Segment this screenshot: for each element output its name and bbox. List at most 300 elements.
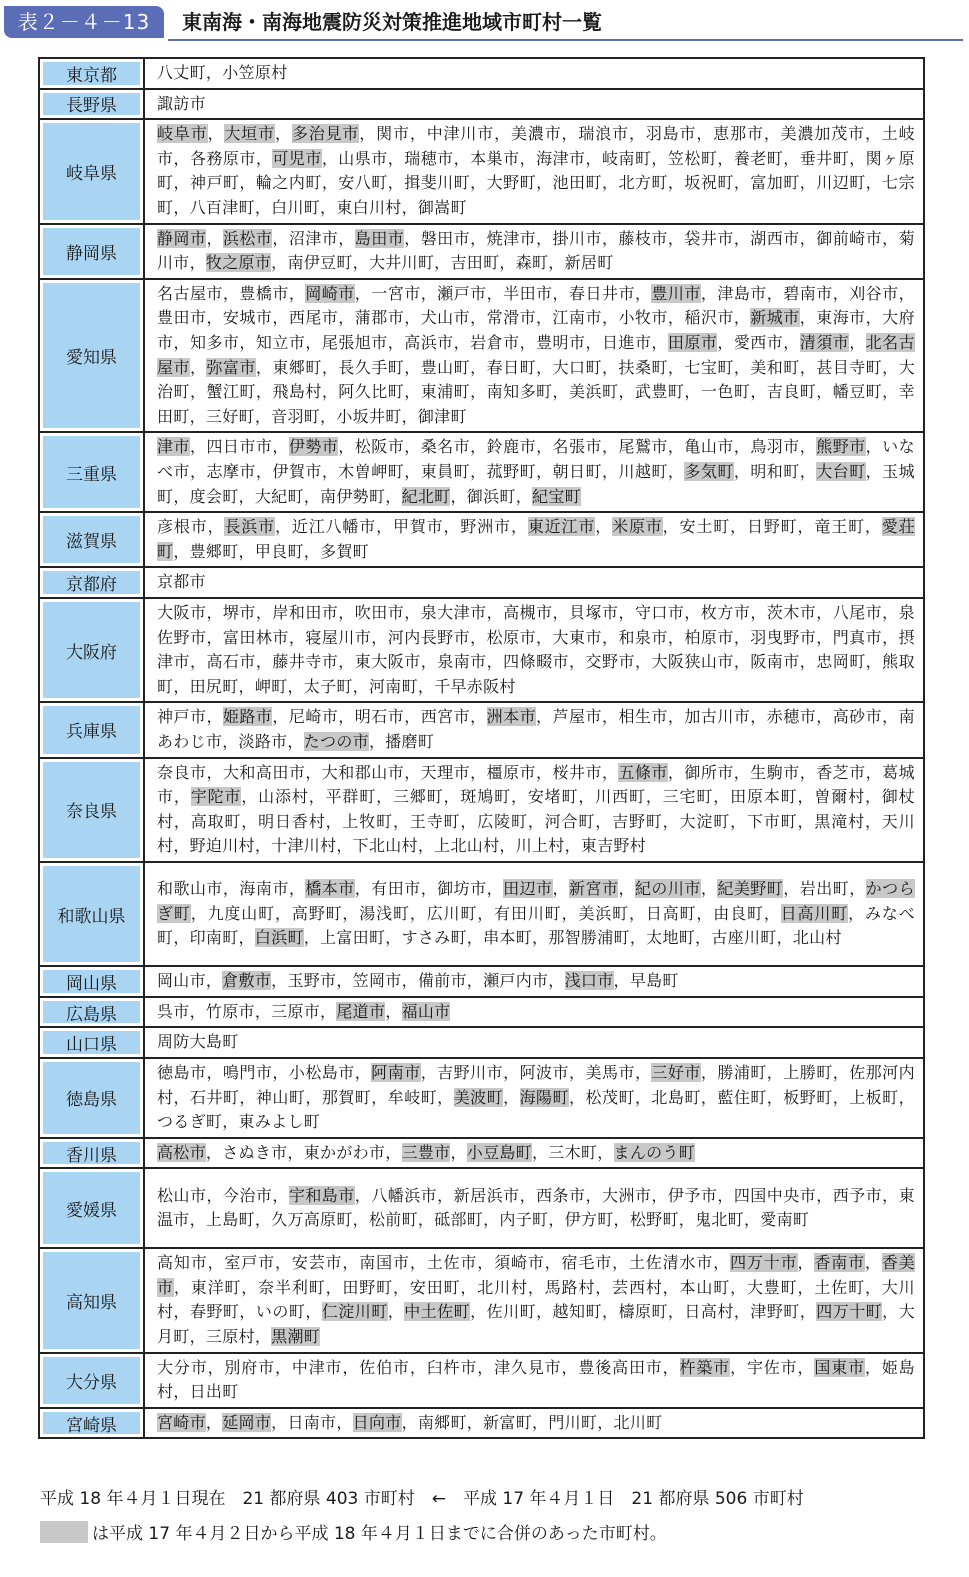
municipality: 飛島村 bbox=[272, 382, 322, 402]
separator: ， bbox=[832, 1063, 850, 1083]
separator: ， bbox=[239, 1087, 256, 1107]
separator: ， bbox=[287, 731, 304, 751]
municipality: 南伊豆町 bbox=[287, 253, 353, 273]
separator: ， bbox=[173, 1277, 191, 1297]
separator: ， bbox=[519, 148, 537, 168]
municipality: 那賀町 bbox=[321, 1087, 372, 1107]
municipality: 美浜町 bbox=[578, 903, 629, 923]
municipality: 富田林市 bbox=[222, 627, 289, 647]
municipality-list-cell bbox=[144, 1353, 924, 1408]
separator: ， bbox=[601, 437, 619, 457]
municipality: 笠岡市 bbox=[352, 971, 402, 991]
municipality: 四條畷市 bbox=[503, 652, 570, 672]
municipality: 大野町 bbox=[486, 173, 537, 193]
separator: ， bbox=[470, 173, 487, 193]
separator: ， bbox=[173, 811, 191, 831]
municipality: 豊田市 bbox=[157, 308, 207, 328]
merged-municipality: 牧之原市 bbox=[205, 253, 272, 273]
table-row bbox=[39, 758, 924, 862]
municipality: 津野町 bbox=[750, 1302, 800, 1322]
municipality: 野迫川村 bbox=[189, 836, 255, 856]
separator: ， bbox=[272, 228, 289, 248]
separator: ， bbox=[303, 928, 321, 948]
municipality: 鳥羽市 bbox=[750, 437, 800, 457]
municipality: 香芝市 bbox=[816, 762, 866, 782]
separator: ， bbox=[864, 1253, 882, 1273]
municipality: 芸西村 bbox=[612, 1277, 663, 1297]
municipality: 三木町 bbox=[548, 1142, 598, 1162]
municipality: 相生市 bbox=[618, 707, 668, 727]
municipality: 南郷町 bbox=[417, 1412, 467, 1432]
merged-municipality: 米原市 bbox=[612, 517, 663, 537]
separator: ， bbox=[417, 836, 435, 856]
separator: ， bbox=[595, 811, 613, 831]
prefecture-cell: 奈良県 bbox=[39, 758, 144, 862]
separator: ， bbox=[271, 253, 288, 273]
municipality: 西宮市 bbox=[420, 707, 471, 727]
separator: ， bbox=[783, 332, 800, 352]
separator: ， bbox=[733, 437, 751, 457]
municipality: 四日市市 bbox=[206, 437, 273, 457]
merged-municipality: 浜松市 bbox=[222, 228, 273, 248]
separator: ， bbox=[730, 1357, 747, 1377]
municipality-table bbox=[38, 57, 925, 1439]
separator: ， bbox=[733, 357, 751, 377]
separator: ， bbox=[222, 283, 240, 303]
municipality: 三宅町 bbox=[662, 787, 714, 807]
municipality: 周防大島町 bbox=[157, 1032, 239, 1052]
table-row bbox=[39, 279, 924, 433]
separator: ， bbox=[799, 228, 817, 248]
municipality: 安城市 bbox=[222, 308, 273, 328]
merged-municipality: 島田市 bbox=[354, 228, 405, 248]
separator: ， bbox=[254, 406, 272, 426]
prefecture-cell: 岡山県 bbox=[39, 966, 144, 997]
separator: ， bbox=[865, 652, 883, 672]
municipality: 磐田市 bbox=[420, 228, 471, 248]
municipality: 美和町 bbox=[750, 357, 800, 377]
separator: ， bbox=[865, 461, 883, 481]
municipality: 瑞穂市 bbox=[404, 148, 454, 168]
separator: ， bbox=[797, 787, 815, 807]
separator: ， bbox=[601, 173, 619, 193]
municipality: 中津川市 bbox=[426, 124, 495, 144]
municipality-list-cell bbox=[144, 1138, 924, 1169]
merged-municipality: 日高川町 bbox=[780, 903, 849, 923]
separator: ， bbox=[376, 787, 393, 807]
separator: ， bbox=[255, 382, 273, 402]
municipality: 大川村 bbox=[157, 1277, 915, 1322]
separator: ， bbox=[750, 382, 767, 402]
separator: ， bbox=[352, 253, 369, 273]
municipality: 西条市 bbox=[536, 1185, 586, 1205]
separator: ， bbox=[371, 627, 388, 647]
municipality-list-cell bbox=[144, 89, 924, 120]
separator: ， bbox=[613, 1210, 630, 1230]
merged-municipality: 弥富市 bbox=[206, 357, 256, 377]
municipality: 関ヶ原町 bbox=[157, 148, 915, 193]
municipality: 大阪市 bbox=[157, 602, 207, 622]
municipality: 木曽岬町 bbox=[338, 461, 405, 481]
municipality: 河南町 bbox=[368, 676, 418, 696]
separator: ， bbox=[536, 357, 553, 377]
separator: ， bbox=[552, 879, 570, 899]
municipality-list-cell bbox=[144, 598, 924, 702]
municipality: 大豊町 bbox=[746, 1277, 798, 1297]
municipality: 板野町 bbox=[783, 1087, 833, 1107]
municipality: 十津川村 bbox=[271, 836, 337, 856]
municipality: 日高町 bbox=[645, 903, 697, 923]
municipality: 明日香村 bbox=[258, 811, 326, 831]
separator: ， bbox=[536, 437, 553, 457]
separator: ， bbox=[733, 1302, 751, 1322]
municipality: 東大阪市 bbox=[354, 652, 421, 672]
municipality: 高砂市 bbox=[832, 707, 883, 727]
municipality: 土佐清水市 bbox=[628, 1253, 714, 1273]
merged-municipality: 岡崎市 bbox=[305, 283, 355, 303]
separator: ， bbox=[695, 928, 712, 948]
separator: ， bbox=[206, 1185, 223, 1205]
separator: ， bbox=[420, 879, 438, 899]
municipality-list-cell bbox=[144, 279, 924, 433]
merged-municipality: 黒潮町 bbox=[271, 1327, 321, 1347]
municipality: 河内長野市 bbox=[387, 627, 471, 647]
municipality: 加古川市 bbox=[684, 707, 751, 727]
separator: ， bbox=[667, 228, 685, 248]
separator: ， bbox=[733, 762, 751, 782]
municipality: 東郷町 bbox=[272, 357, 322, 377]
municipality: 吉良町 bbox=[766, 382, 817, 402]
municipality: 門川町 bbox=[548, 1412, 598, 1432]
municipality: 岩出町 bbox=[799, 879, 850, 899]
municipality-list-cell bbox=[144, 966, 924, 997]
municipality: 音羽町 bbox=[271, 406, 321, 426]
municipality: 松前町 bbox=[368, 1210, 418, 1230]
separator: ， bbox=[354, 1185, 372, 1205]
separator: ， bbox=[531, 1142, 549, 1162]
merged-municipality: 三好市 bbox=[651, 1063, 701, 1083]
separator: ， bbox=[342, 903, 360, 923]
municipality: 佐那河内村 bbox=[157, 1063, 915, 1107]
merged-municipality: 田原市 bbox=[667, 332, 718, 352]
separator: ， bbox=[667, 707, 685, 727]
separator: ， bbox=[700, 283, 718, 303]
separator: ， bbox=[717, 1185, 734, 1205]
municipality: 熊取町 bbox=[157, 652, 915, 696]
separator: ， bbox=[816, 627, 833, 647]
separator: ， bbox=[271, 1412, 288, 1432]
separator: ， bbox=[864, 811, 882, 831]
municipality: 志摩市 bbox=[206, 461, 256, 481]
municipality-list-cell bbox=[144, 862, 924, 966]
municipality: 笠松町 bbox=[667, 148, 718, 168]
municipality: 小坂井町 bbox=[336, 406, 402, 426]
municipality: 京都市 bbox=[157, 572, 206, 592]
separator: ， bbox=[519, 1185, 537, 1205]
separator: ， bbox=[548, 253, 565, 273]
separator: ， bbox=[305, 332, 322, 352]
municipality: 八尾市 bbox=[832, 602, 883, 622]
separator: ， bbox=[532, 1412, 549, 1432]
municipality: 東海市 bbox=[816, 308, 866, 328]
separator: ， bbox=[385, 1001, 402, 1021]
separator: ， bbox=[595, 517, 613, 537]
separator: ， bbox=[667, 762, 685, 782]
merged-municipality: 白浜町 bbox=[254, 928, 304, 948]
table-row bbox=[39, 1248, 924, 1352]
merged-municipality: 香南市 bbox=[814, 1253, 865, 1273]
separator: ， bbox=[510, 517, 528, 537]
separator: ， bbox=[470, 627, 487, 647]
municipality: 津島市 bbox=[717, 283, 767, 303]
municipality: 日野町 bbox=[746, 517, 798, 537]
municipality: 広川町 bbox=[426, 903, 478, 923]
municipality: 守口市 bbox=[634, 602, 685, 622]
separator: ， bbox=[173, 787, 191, 807]
separator: ， bbox=[274, 1253, 292, 1273]
municipality: つるぎ町 bbox=[157, 1112, 223, 1132]
separator: ， bbox=[816, 707, 833, 727]
separator: ， bbox=[832, 1087, 850, 1107]
separator: ， bbox=[404, 461, 421, 481]
separator: ， bbox=[173, 1302, 190, 1322]
municipality: 刈谷市 bbox=[849, 283, 899, 303]
separator: ， bbox=[352, 1210, 369, 1230]
municipality: 大口町 bbox=[552, 357, 602, 377]
municipality: 勝浦町 bbox=[717, 1063, 767, 1083]
separator: ， bbox=[536, 308, 553, 328]
municipality: 砥部町 bbox=[434, 1210, 484, 1230]
separator: ， bbox=[401, 406, 418, 426]
municipality: 尼崎市 bbox=[288, 707, 339, 727]
merged-municipality: 伊勢市 bbox=[288, 437, 339, 457]
municipality: 七宗町 bbox=[157, 173, 915, 217]
municipality: 西尾市 bbox=[288, 308, 339, 328]
separator: ， bbox=[288, 283, 306, 303]
municipality: 大阪狭山市 bbox=[651, 652, 734, 672]
separator: ， bbox=[173, 541, 190, 561]
municipality: 小笠原村 bbox=[222, 63, 288, 82]
municipality: 大和高田市 bbox=[222, 762, 306, 782]
merged-municipality: 杵築市 bbox=[679, 1357, 731, 1377]
municipality: 茨木市 bbox=[766, 602, 817, 622]
municipality: 野洲市 bbox=[460, 517, 511, 537]
municipality: 甚目寺町 bbox=[816, 357, 883, 377]
separator: ， bbox=[849, 879, 866, 899]
municipality-list-cell bbox=[144, 1027, 924, 1058]
municipality: 松阪市 bbox=[354, 437, 405, 457]
merged-municipality: 洲本市 bbox=[486, 707, 537, 727]
separator: ， bbox=[320, 197, 337, 217]
separator: ， bbox=[443, 787, 461, 807]
separator: ， bbox=[321, 173, 339, 193]
merged-municipality: かつらぎ町 bbox=[157, 879, 915, 923]
municipality: 三原村 bbox=[205, 1327, 255, 1347]
separator: ， bbox=[189, 357, 207, 377]
separator: ， bbox=[503, 1063, 520, 1083]
separator: ， bbox=[799, 437, 817, 457]
municipality: 千早赤阪村 bbox=[434, 676, 516, 696]
municipality: 伊方町 bbox=[564, 1210, 614, 1230]
separator: ， bbox=[864, 517, 882, 537]
municipality: 蒲郡市 bbox=[354, 308, 405, 328]
separator: ， bbox=[645, 787, 663, 807]
separator: ， bbox=[173, 332, 190, 352]
municipality: さぬき市 bbox=[222, 1142, 288, 1162]
municipality-list-cell bbox=[144, 997, 924, 1028]
municipality: 日南市 bbox=[287, 1412, 337, 1432]
separator: ， bbox=[667, 437, 685, 457]
municipality-list-cell bbox=[144, 1408, 924, 1439]
separator: ， bbox=[354, 1063, 372, 1083]
separator: ， bbox=[450, 1142, 467, 1162]
separator: ， bbox=[238, 676, 255, 696]
merged-municipality: 四万十市 bbox=[730, 1253, 798, 1273]
merged-municipality: 大垣市 bbox=[224, 124, 275, 144]
table-row bbox=[39, 862, 924, 966]
table-row bbox=[39, 567, 924, 598]
merged-municipality: たつの市 bbox=[303, 731, 369, 751]
merged-municipality: 東近江市 bbox=[527, 517, 596, 537]
municipality: 御所市 bbox=[684, 762, 734, 782]
merged-municipality: 多治見市 bbox=[291, 124, 360, 144]
municipality: 沼津市 bbox=[288, 228, 339, 248]
municipality: 掛川市 bbox=[552, 228, 602, 248]
separator: ， bbox=[601, 627, 619, 647]
separator: ， bbox=[417, 1210, 435, 1230]
separator: ， bbox=[338, 228, 355, 248]
municipality: 高槻市 bbox=[503, 602, 553, 622]
municipality: 一色町 bbox=[700, 382, 751, 402]
merged-municipality: 美波町 bbox=[453, 1087, 504, 1107]
separator: ， bbox=[662, 811, 680, 831]
municipality: 今治市 bbox=[222, 1185, 273, 1205]
separator: ， bbox=[173, 928, 190, 948]
title-rule bbox=[168, 39, 963, 41]
footer-legend bbox=[40, 1519, 667, 1544]
merged-municipality: 新城市 bbox=[750, 308, 800, 328]
municipality: 松野町 bbox=[629, 1210, 679, 1230]
municipality: 岬町 bbox=[254, 676, 288, 696]
separator: ， bbox=[274, 124, 292, 144]
separator: ， bbox=[470, 357, 487, 377]
municipality: 下市町 bbox=[746, 811, 798, 831]
municipality-list-cell bbox=[144, 1248, 924, 1352]
prefecture-cell: 大分県 bbox=[39, 1353, 144, 1408]
municipality: 春野町 bbox=[189, 1302, 240, 1322]
municipality: 富加町 bbox=[750, 173, 800, 193]
separator: ， bbox=[766, 1063, 784, 1083]
municipality: 度会町 bbox=[189, 486, 239, 506]
table-row bbox=[39, 1408, 924, 1439]
municipality: 愛南町 bbox=[760, 1210, 810, 1230]
separator: ， bbox=[305, 762, 322, 782]
table-row bbox=[39, 432, 924, 512]
merged-municipality: 姫路市 bbox=[222, 707, 273, 727]
municipality: 田尻町 bbox=[189, 676, 239, 696]
separator: ， bbox=[470, 762, 487, 782]
municipality: 桑名市 bbox=[420, 437, 471, 457]
separator: ， bbox=[651, 332, 668, 352]
separator: ， bbox=[595, 1277, 613, 1297]
separator: ， bbox=[628, 903, 646, 923]
municipality: 焼津市 bbox=[486, 228, 537, 248]
municipality: 堺市 bbox=[222, 602, 256, 622]
separator: ， bbox=[799, 652, 817, 672]
separator: ， bbox=[470, 308, 487, 328]
separator: ， bbox=[667, 357, 685, 377]
separator: ， bbox=[651, 1185, 668, 1205]
separator: ， bbox=[342, 1357, 360, 1377]
separator: ， bbox=[552, 283, 570, 303]
municipality: 阪南市 bbox=[750, 652, 800, 672]
separator: ， bbox=[460, 811, 478, 831]
municipality: 土佐市 bbox=[426, 1253, 478, 1273]
separator: ， bbox=[865, 173, 883, 193]
separator: ， bbox=[797, 1253, 815, 1273]
merged-municipality: 豊川市 bbox=[651, 283, 701, 303]
separator: ， bbox=[499, 253, 516, 273]
municipality: 安八町 bbox=[338, 173, 388, 193]
separator: ， bbox=[342, 1253, 360, 1273]
municipality: 北島町 bbox=[651, 1087, 701, 1107]
municipality: 御津町 bbox=[417, 406, 467, 426]
separator: ， bbox=[548, 1210, 565, 1230]
merged-municipality: 多気町 bbox=[684, 461, 734, 481]
separator: ， bbox=[189, 1210, 206, 1230]
separator: ， bbox=[799, 308, 817, 328]
municipality: 吉田町 bbox=[450, 253, 500, 273]
municipality: 高野町 bbox=[291, 903, 343, 923]
municipality: 春日町 bbox=[486, 357, 537, 377]
municipality: 北川町 bbox=[613, 1412, 663, 1432]
separator: ， bbox=[629, 928, 647, 948]
separator: ， bbox=[336, 1412, 353, 1432]
table-row bbox=[39, 89, 924, 120]
separator: ， bbox=[207, 1357, 225, 1377]
municipality: 大井川町 bbox=[368, 253, 435, 273]
municipality: 上島町 bbox=[205, 1210, 255, 1230]
separator: ， bbox=[733, 461, 751, 481]
municipality: 鈴鹿市 bbox=[486, 437, 537, 457]
separator: ， bbox=[409, 903, 427, 923]
municipality: 東かがわ市 bbox=[303, 1142, 386, 1162]
municipality: 明和町 bbox=[750, 461, 800, 481]
separator: ， bbox=[601, 308, 619, 328]
merged-municipality: 長浜市 bbox=[224, 517, 275, 537]
separator: ， bbox=[561, 124, 579, 144]
municipality-list-cell bbox=[144, 432, 924, 512]
merged-municipality: 中土佐町 bbox=[404, 1302, 471, 1322]
municipality: 有田川町 bbox=[494, 903, 562, 923]
separator: ， bbox=[404, 382, 421, 402]
municipality: 伊予市 bbox=[667, 1185, 718, 1205]
separator: ， bbox=[552, 382, 570, 402]
merged-municipality: 小豆島町 bbox=[466, 1142, 532, 1162]
separator: ， bbox=[634, 283, 652, 303]
separator: ， bbox=[352, 676, 369, 696]
separator: ， bbox=[254, 836, 272, 856]
municipality: 美馬市 bbox=[585, 1063, 635, 1083]
municipality: 御嵩町 bbox=[417, 197, 467, 217]
separator: ， bbox=[417, 676, 435, 696]
separator: ， bbox=[371, 1087, 388, 1107]
separator: ， bbox=[189, 461, 207, 481]
municipality: 諏訪市 bbox=[157, 93, 206, 113]
separator: ， bbox=[865, 308, 883, 328]
separator: ， bbox=[536, 707, 553, 727]
separator: ， bbox=[205, 1412, 223, 1432]
